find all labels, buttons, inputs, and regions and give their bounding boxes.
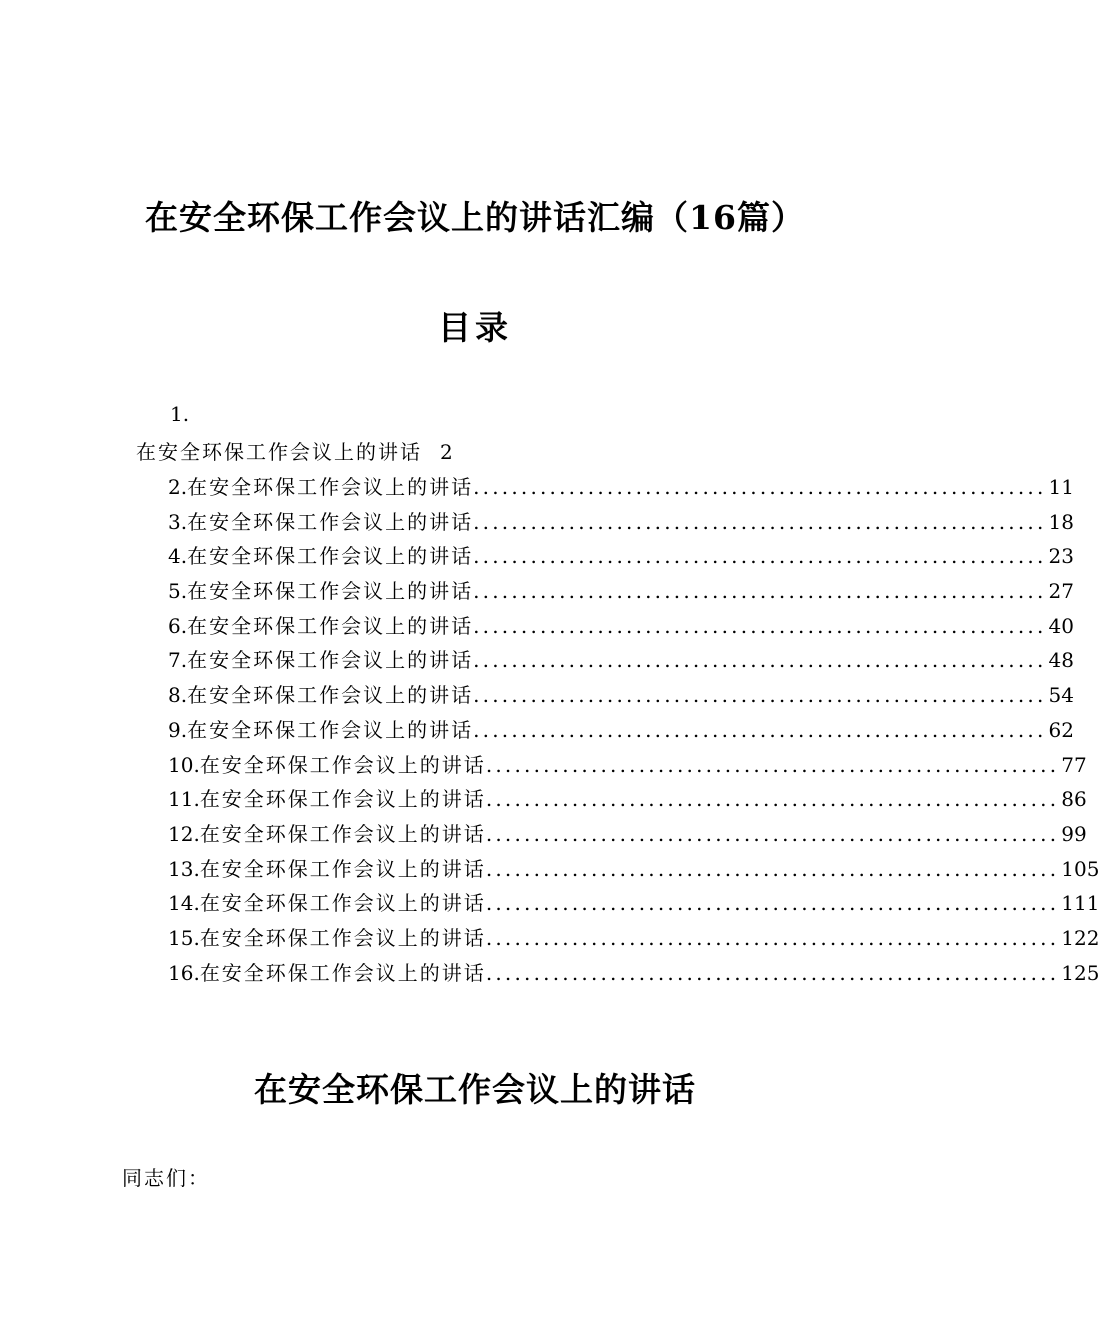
toc-heading: 目录 [438,308,512,347]
toc-leader-dots: ............................................................ [473,544,1047,569]
toc-entry-page: 62 [1048,717,1074,742]
toc-entry-number: 5. [168,579,188,604]
toc-entry-number: 14. [168,891,200,916]
toc-entry-number: 6. [168,613,188,638]
toc-entry-text: 在安全环保工作会议上的讲话 [199,925,486,950]
toc-entry-number: 9. [168,717,188,742]
toc-entry[interactable] [168,574,1074,609]
toc-entry-text: 在安全环保工作会议上的讲话 [199,752,486,777]
toc-leader-dots: ............................................................ [473,683,1047,708]
toc-entry-page: 27 [1048,579,1074,604]
toc-entry-text: 在安全环保工作会议上的讲话 [199,856,486,881]
toc-leader-dots: ............................................................ [473,613,1047,638]
toc-entry-number: 4. [168,544,188,569]
toc-entry[interactable] [168,817,1087,852]
toc-entry-text: 在安全环保工作会议上的讲话 [199,787,486,812]
toc-entry-text: 在安全环保工作会议上的讲话 [199,821,486,846]
toc-entry[interactable] [168,470,1074,505]
toc-entry-page: 86 [1061,787,1087,812]
toc-first-text: 在安全环保工作会议上的讲话 [136,440,422,464]
toc-entry-text: 在安全环保工作会议上的讲话 [199,960,486,985]
toc-leader-dots: ............................................................ [473,648,1047,673]
toc-entry-page: 48 [1048,648,1074,673]
toc-entry-page: 105 [1061,856,1099,881]
toc-leader-dots: ............................................................ [485,925,1060,950]
salutation: 同志们： [122,1166,210,1190]
toc-entry[interactable] [168,643,1074,678]
toc-first-entry[interactable] [136,436,455,465]
toc-entry-page: 40 [1048,613,1074,638]
toc-entry-number: 11. [168,787,200,812]
toc-leader-dots: ............................................................ [485,856,1060,881]
toc-entry-page: 23 [1048,544,1074,569]
toc-leader-dots: ............................................................ [473,475,1047,499]
toc-leader-dots: ............................................................ [485,787,1060,812]
toc-entry-page: 122 [1061,925,1099,950]
toc-entry-text: 在安全环保工作会议上的讲话 [187,613,474,638]
toc-entry-number: 7. [168,648,188,673]
toc-entry-page: 125 [1061,960,1099,985]
toc-entry[interactable] [168,782,1087,817]
toc-entry-text: 在安全环保工作会议上的讲话 [187,475,474,499]
toc-entry-page: 18 [1048,509,1074,534]
toc-leader-dots: ............................................................ [473,579,1047,604]
toc-entry-text: 在安全环保工作会议上的讲话 [187,683,474,708]
toc-entry[interactable] [168,539,1074,574]
toc-leader-dots: ............................................................ [485,960,1060,985]
toc-leader-dots: ............................................................ [473,509,1047,534]
toc-entry-number: 15. [168,925,200,950]
toc-entry[interactable] [168,921,1099,956]
toc-leader-dots: ............................................................ [485,821,1060,846]
toc-entry-page: 77 [1061,752,1087,777]
toc-leader-dots: ............................................................ [485,891,1060,916]
toc-entry-page: 99 [1061,821,1087,846]
toc-leader-dots: ............................................................ [485,752,1060,777]
document-title: 在安全环保工作会议上的讲话汇编（16篇） [145,198,805,237]
toc-entry-number: 12. [168,821,200,846]
toc-entry-text: 在安全环保工作会议上的讲话 [187,579,474,604]
toc-entry-text: 在安全环保工作会议上的讲话 [199,891,486,916]
section-title: 在安全环保工作会议上的讲话 [254,1070,696,1109]
toc-entry-number: 10. [168,752,200,777]
toc-entry[interactable] [168,505,1074,540]
toc-entry-page: 111 [1061,891,1099,916]
toc-entry-number: 16. [168,960,200,985]
toc-entry-text: 在安全环保工作会议上的讲话 [187,717,474,742]
toc-first-page: 2 [440,440,455,464]
toc-entry-text: 在安全环保工作会议上的讲话 [187,648,474,673]
toc-entry-number: 2. [168,475,188,499]
toc-entry[interactable] [168,956,1099,991]
toc-first-number: 1. [170,402,190,426]
toc-entry-page: 11 [1048,475,1074,499]
toc-entry[interactable] [168,609,1074,644]
toc-entry[interactable] [168,852,1099,887]
toc-entry-text: 在安全环保工作会议上的讲话 [187,544,474,569]
toc-entry-number: 8. [168,683,188,708]
toc-entry-number: 13. [168,856,200,881]
toc-entry-number: 3. [168,509,188,534]
toc-entry[interactable] [168,678,1074,713]
toc-entry-page: 54 [1048,683,1074,708]
toc-leader-dots: ............................................................ [473,717,1047,742]
toc-entry-text: 在安全环保工作会议上的讲话 [187,509,474,534]
toc-entry[interactable] [168,713,1074,748]
toc-entry[interactable] [168,886,1099,921]
toc-entry[interactable] [168,748,1087,783]
toc-list [168,470,1099,990]
